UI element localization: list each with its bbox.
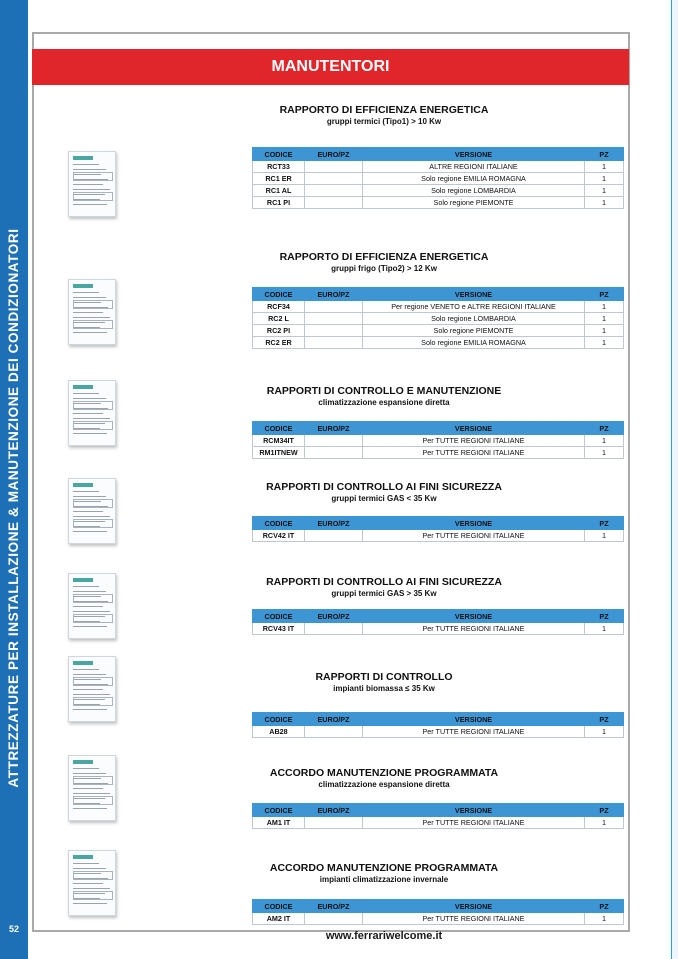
price-cell[interactable] [305,623,363,635]
version-cell: Solo regione PIEMONTE [363,197,585,209]
col-code-header: CODICE [253,610,305,623]
quantity-cell: 1 [585,173,624,185]
section-title: RAPPORTO DI EFFICIENZA ENERGETICA [279,104,489,116]
section-subtitle: impianti climatizzazione invernale [319,875,449,884]
product-code: RCF34 [253,301,305,313]
col-pz-header: PZ [585,148,624,161]
product-table [252,287,624,349]
product-code: AM1 IT [253,817,305,829]
price-cell[interactable] [305,173,363,185]
quantity-cell: 1 [585,447,624,459]
section-title: RAPPORTI DI CONTROLLO AI FINI SICUREZZA [266,481,502,493]
table-header-row [253,422,624,435]
form-thumbnail-icon [68,850,116,916]
page-title: MANUTENTORI [32,49,629,85]
version-cell: Per TUTTE REGIONI ITALIANE [363,913,585,925]
col-pz-header: PZ [585,900,624,913]
col-code-header: CODICE [253,900,305,913]
quantity-cell: 1 [585,623,624,635]
col-euro-header: EURO/PZ [305,422,363,435]
col-version-header: VERSIONE [363,517,585,530]
col-euro-header: EURO/PZ [305,713,363,726]
table-row [253,301,624,313]
price-cell[interactable] [305,435,363,447]
product-table [252,712,624,738]
form-thumbnail-icon [68,755,116,821]
col-version-header: VERSIONE [363,288,585,301]
col-euro-header: EURO/PZ [305,610,363,623]
form-thumbnail-icon [68,656,116,722]
version-cell: Solo regione PIEMONTE [363,325,585,337]
col-code-header: CODICE [253,804,305,817]
form-thumbnail-icon [68,279,116,345]
col-code-header: CODICE [253,517,305,530]
table-row [253,913,624,925]
version-cell: ALTRE REGIONI ITALIANE [363,161,585,173]
col-pz-header: PZ [585,804,624,817]
table-row [253,726,624,738]
product-code: RC1 AL [253,185,305,197]
section-title: ACCORDO MANUTENZIONE PROGRAMMATA [269,767,499,779]
product-code: RCV43 IT [253,623,305,635]
quantity-cell: 1 [585,435,624,447]
product-table [252,609,624,635]
section-subtitle: gruppi termici GAS < 35 Kw [331,494,437,503]
product-code: RC2 L [253,313,305,325]
section-title: RAPPORTO DI EFFICIENZA ENERGETICA [279,251,489,263]
product-code: AB28 [253,726,305,738]
table-row [253,447,624,459]
quantity-cell: 1 [585,161,624,173]
col-version-header: VERSIONE [363,148,585,161]
product-code: RC1 ER [253,173,305,185]
quantity-cell: 1 [585,301,624,313]
version-cell: Per TUTTE REGIONI ITALIANE [363,435,585,447]
page-number: 52 [8,924,19,934]
col-euro-header: EURO/PZ [305,900,363,913]
col-code-header: CODICE [253,713,305,726]
version-cell: Per TUTTE REGIONI ITALIANE [363,726,585,738]
col-pz-header: PZ [585,288,624,301]
col-pz-header: PZ [585,713,624,726]
version-cell: Per regione VENETO e ALTRE REGIONI ITALIANE [363,301,585,313]
col-code-header: CODICE [253,422,305,435]
product-code: RCT33 [253,161,305,173]
col-euro-header: EURO/PZ [305,804,363,817]
table-row [253,817,624,829]
quantity-cell: 1 [585,726,624,738]
version-cell: Solo regione LOMBARDIA [363,313,585,325]
price-cell[interactable] [305,913,363,925]
col-euro-header: EURO/PZ [305,288,363,301]
section-subtitle: climatizzazione espansione diretta [318,398,450,407]
product-table [252,803,624,829]
table-row [253,623,624,635]
version-cell: Solo regione EMILIA ROMAGNA [363,173,585,185]
col-pz-header: PZ [585,422,624,435]
table-header-row [253,610,624,623]
product-table [252,516,624,542]
col-euro-header: EURO/PZ [305,148,363,161]
product-code: RC2 ER [253,337,305,349]
quantity-cell: 1 [585,530,624,542]
col-pz-header: PZ [585,610,624,623]
price-cell[interactable] [305,197,363,209]
price-cell[interactable] [305,185,363,197]
table-row [253,530,624,542]
quantity-cell: 1 [585,197,624,209]
quantity-cell: 1 [585,313,624,325]
product-table [252,421,624,459]
product-code: AM2 IT [253,913,305,925]
product-code: RC1 PI [253,197,305,209]
price-cell[interactable] [305,530,363,542]
table-row [253,435,624,447]
price-cell[interactable] [305,726,363,738]
price-cell[interactable] [305,325,363,337]
section-subtitle: impianti biomassa ≤ 35 Kw [333,684,435,693]
section-subtitle: gruppi frigo (Tipo2) > 12 Kw [331,264,437,273]
product-table [252,899,624,925]
version-cell: Solo regione LOMBARDIA [363,185,585,197]
version-cell: Per TUTTE REGIONI ITALIANE [363,623,585,635]
col-code-header: CODICE [253,148,305,161]
sidebar-band [0,0,28,959]
table-header-row [253,148,624,161]
section-title: ACCORDO MANUTENZIONE PROGRAMMATA [269,862,499,874]
col-version-header: VERSIONE [363,713,585,726]
version-cell: Per TUTTE REGIONI ITALIANE [363,447,585,459]
table-header-row [253,804,624,817]
price-cell[interactable] [305,301,363,313]
table-row [253,325,624,337]
price-cell[interactable] [305,817,363,829]
quantity-cell: 1 [585,337,624,349]
version-cell: Per TUTTE REGIONI ITALIANE [363,817,585,829]
product-code: RCV42 IT [253,530,305,542]
right-edge-line [671,0,672,959]
col-version-header: VERSIONE [363,610,585,623]
col-euro-header: EURO/PZ [305,517,363,530]
version-cell: Solo regione EMILIA ROMAGNA [363,337,585,349]
price-cell[interactable] [305,313,363,325]
table-row [253,161,624,173]
col-version-header: VERSIONE [363,422,585,435]
version-cell: Per TUTTE REGIONI ITALIANE [363,530,585,542]
form-thumbnail-icon [68,151,116,217]
table-row [253,337,624,349]
table-header-row [253,713,624,726]
product-table [252,147,624,209]
product-code: RC2 PI [253,325,305,337]
section-subtitle: gruppi termici GAS > 35 Kw [331,589,437,598]
price-cell[interactable] [305,161,363,173]
product-code: RCM34IT [253,435,305,447]
price-cell[interactable] [305,337,363,349]
form-thumbnail-icon [68,478,116,544]
table-header-row [253,517,624,530]
section-subtitle: climatizzazione espansione diretta [318,780,450,789]
col-code-header: CODICE [253,288,305,301]
quantity-cell: 1 [585,817,624,829]
quantity-cell: 1 [585,325,624,337]
table-row [253,185,624,197]
col-version-header: VERSIONE [363,900,585,913]
right-edge-strip [671,0,678,959]
section-title: RAPPORTI DI CONTROLLO AI FINI SICUREZZA [266,576,502,588]
table-header-row [253,288,624,301]
table-row [253,313,624,325]
table-row [253,173,624,185]
section-title: RAPPORTI DI CONTROLLO E MANUTENZIONE [266,385,502,397]
col-version-header: VERSIONE [363,804,585,817]
sidebar-vertical-title: ATTREZZATURE PER INSTALLAZIONE & MANUTENZIONE DEI CONDIZIONATORI [6,228,21,788]
form-thumbnail-icon [68,380,116,446]
section-title: RAPPORTI DI CONTROLLO [315,671,453,683]
quantity-cell: 1 [585,185,624,197]
table-header-row [253,900,624,913]
form-thumbnail-icon [68,573,116,639]
footer-url[interactable]: www.ferrariwelcome.it [325,930,443,942]
col-pz-header: PZ [585,517,624,530]
product-code: RM1ITNEW [253,447,305,459]
section-subtitle: gruppi termici (Tipo1) > 10 Kw [326,117,442,126]
table-row [253,197,624,209]
quantity-cell: 1 [585,913,624,925]
price-cell[interactable] [305,447,363,459]
